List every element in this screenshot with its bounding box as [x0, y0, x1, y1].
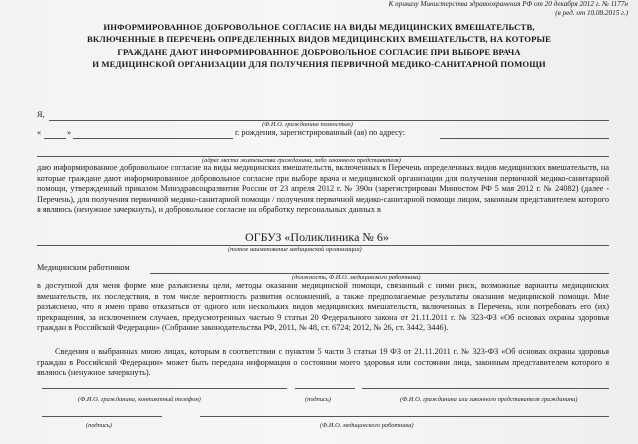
- signature-caption-2: (подпись): [86, 422, 112, 429]
- signature-field-2[interactable]: [42, 416, 162, 417]
- birth-day-field[interactable]: [44, 138, 66, 139]
- date-quote-close: »: [67, 128, 72, 137]
- medical-worker-label: Медицинским работником: [37, 263, 130, 272]
- title-line-1: ИНФОРМИРОВАННОЕ ДОБРОВОЛЬНОЕ СОГЛАСИЕ НА ВИДЫ МЕДИЦИНСКИХ ВМЕШАТЕЛЬСТВ,: [103, 22, 535, 32]
- order-reference: [389, 0, 628, 18]
- worker-fio-caption: (Ф.И.О. медицинского работника): [320, 422, 414, 429]
- consent-paragraph: даю информированное добровольное согласие на виды медицинских вмешательств, включенных в Перечень определенных видов медицинских вмешательств, на которые граждане дают информированное добровольное согласие при выборе врача и медицинской организации для получения первичной медико-санитарной помощи, утвержденный приказом Минздравсоцразвития России от 23 апреля 2012 г. № 390н (зарегистрирован Минюстом РФ 5 мая 2012 г. № 24082) (далее - Перечень), для получения первичной медико-санитарной помощи / получения первичной медико-санитарной помощи лицом, законным представителем которого я являюсь (ненужное зачеркнуть), и добровольное согласие на обработку персональных данных в: [37, 163, 609, 215]
- order-reference-line1: К приказу Министерства здравоохранения РФ от 20 декабря 2012 г. № 1177н: [388, 0, 628, 8]
- date-quote-open: «: [37, 128, 42, 137]
- ya-label: Я,: [37, 110, 45, 119]
- explained-paragraph: в доступной для меня форме мне разъяснены цели, методы оказания медицинской помощи, связанный с ними риск, возможные варианты медицинских вмешательств, их последствия, в том числе вероятность развития осложнений, а также предполагаемые результаты оказания медицинской помощи. Мне разъяснено, что я имею право отказаться от одного или нескольких видов медицинских вмешательств, включенных в Перечень, или потребовать его (их) прекращения, за исключением случаев, предусмотренных частью 9 статьи 20 Федерального закона от 21.11.2011 г. № 323-ФЗ «Об основах охраны здоровья граждан в Российской Федерации» (Собрание законодательства РФ, 2011, № 48, ст. 6724; 2012, № 26, ст. 3442, 3446).: [37, 281, 609, 333]
- fio-caption: (Ф.И.О. гражданина полностью): [262, 121, 353, 128]
- info-paragraph: Сведения о выбранных мною лицах, которым в соответствии с пунктом 5 части 3 статьи 19 ФЗ от 21.11.2011 г. № 323-ФЗ «Об основах охраны здоровья граждан в Российской Федерации» может быть передана информация о состоянии моего здоровья или состоянии лица, законным представителем которого я являюсь (ненужное зачеркнуть).: [37, 347, 609, 378]
- medical-worker-caption: (должность, Ф.И.О. медицинского работника): [292, 274, 421, 281]
- worker-fio-field[interactable]: [200, 416, 609, 417]
- title-line-3: ГРАЖДАНЕ ДАЮТ ИНФОРМИРОВАННОЕ ДОБРОВОЛЬНОЕ СОГЛАСИЕ ПРИ ВЫБОРЕ ВРАЧА: [117, 46, 521, 57]
- address-field-1[interactable]: [440, 138, 609, 139]
- document-title: [30, 21, 608, 71]
- signature-caption-1: (подпись): [305, 396, 331, 403]
- address-caption: (адрес места жительства гражданина, либо законного представителя): [202, 157, 401, 164]
- order-reference-line2: (в ред. от 10.08.2015 г.): [555, 9, 628, 17]
- representative-caption: (Ф.И.О. гражданина или законного представителя гражданина): [400, 396, 578, 403]
- representative-fio-field[interactable]: [362, 388, 609, 389]
- fio-phone-caption: (Ф.И.О. гражданина, контактный телефон): [78, 396, 201, 403]
- birth-month-year-field[interactable]: [73, 138, 233, 139]
- contact-fio-field[interactable]: [42, 388, 287, 389]
- title-line-2: ВКЛЮЧЕННЫЕ В ПЕРЕЧЕНЬ ОПРЕДЕЛЕННЫХ ВИДОВ МЕДИЦИНСКИХ ВМЕШАТЕЛЬСТВ, НА КОТОРЫЕ: [86, 34, 552, 45]
- organization-name: ОГБУЗ «Поликлиника № 6»: [245, 230, 389, 244]
- organization-caption: (полное наименование медицинской организации): [228, 246, 362, 253]
- birth-address-text: г. рождения, зарегистрированный (ая) по адресу:: [235, 128, 405, 137]
- title-line-4: И МЕДИЦИНСКОЙ ОРГАНИЗАЦИИ ДЛЯ ПОЛУЧЕНИЯ ПЕРВИЧНОЙ МЕДИКО-САНИТАРНОЙ ПОМОЩИ: [92, 59, 546, 70]
- signature-field-1[interactable]: [295, 388, 355, 389]
